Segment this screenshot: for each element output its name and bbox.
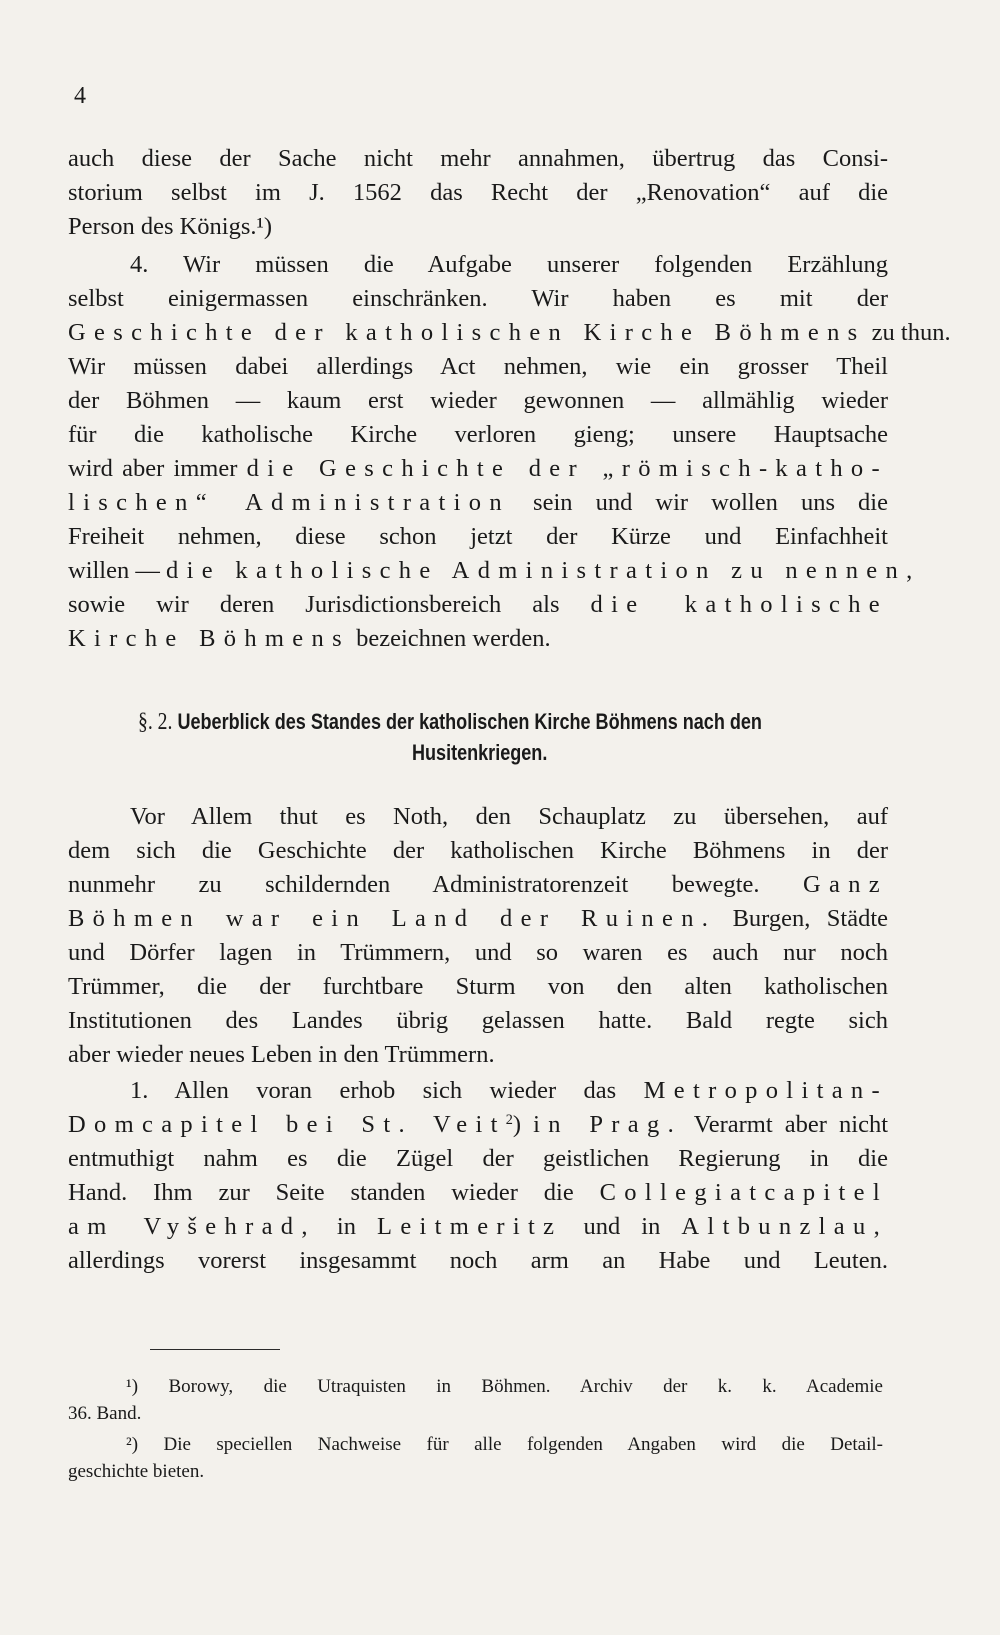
text-line: und Dörfer lagen in Trümmern, und so waren es auch nur noch [68,939,888,966]
spaced-emphasis: Böhmen war ein Land der Ruinen. [68,905,717,932]
spaced-emphasis: die katholische Administration zu nennen, [166,557,921,584]
text-span: Burgen, Städte [732,905,888,932]
page-number: 4 [74,83,86,109]
text-line: entmuthigt nahm es die Zügel der geistlichen Regierung in die [68,1145,888,1172]
text-line [68,622,888,656]
footnote-divider [150,1349,280,1350]
spaced-emphasis: Leitmeritz [377,1213,563,1240]
spaced-emphasis: lischen“ Administration [68,489,510,516]
text-line: der Böhmen — kaum erst wieder gewonnen — allmählig wieder [68,387,888,414]
text-line [68,1108,888,1142]
spaced-emphasis: Kirche Böhmens [68,625,350,652]
spaced-emphasis: in Prag. [533,1111,683,1138]
footnote-line: geschichte bieten. [68,1461,205,1482]
text-span: in [336,1213,356,1240]
spaced-emphasis: Ganz [802,871,888,898]
text-line: Wir müssen dabei allerdings Act nehmen, wie ein grosser Theil [68,353,888,380]
section-heading-continued: Husitenkriegen. [412,740,548,765]
text-span: zu thun. [871,319,951,346]
footnote-mark: ¹) [126,1376,139,1397]
text-line: allerdings vorerst insgesammt noch arm an Habe und Leuten. [68,1247,888,1274]
text-line: aber wieder neues Leben in den Trümmern. [68,1041,495,1068]
text-span: bezeichnen werden. [356,625,551,652]
text-line: Freiheit nehmen, diese schon jetzt der Kürze und Einfachheit [68,523,888,550]
footnote-ref: ¹) [256,213,273,240]
text-span: Hand. Ihm zur Seite standen wieder die [68,1179,574,1206]
text-line: Vor Allem thut es Noth, den Schauplatz zu übersehen, auf [130,803,888,830]
text-span: 1. Allen voran erhob sich wieder das [130,1077,617,1104]
text-span: Die speciellen Nachweise für alle folgenden Angaben wird die Detail- [163,1434,884,1455]
footnote-line [126,1432,883,1458]
text-line [68,486,888,520]
section-number: §. 2. [138,709,173,735]
text-line [130,1074,888,1108]
text-span: Verarmt aber nicht [693,1111,889,1138]
footnote-mark: ²) [126,1434,139,1455]
text-line: auch diese der Sache nicht mehr annahmen, übertrug das Consi- [68,145,888,172]
text-span: nunmehr zu schildernden Administratorenzeit bewegte. [68,871,760,898]
text-line [68,316,951,350]
text-span: wird aber immer [68,455,238,482]
text-span: und in [583,1213,661,1240]
section-title: Ueberblick des Standes der katholischen Kirche Böhmens nach den [177,709,762,734]
text-line [68,868,888,902]
text-line [68,452,888,486]
spaced-emphasis: Domcapitel bei St. Veit [68,1111,506,1138]
text-line: dem sich die Geschichte der katholischen Kirche Böhmens in der [68,837,888,864]
text-line: selbst einigermassen einschränken. Wir haben es mit der [68,285,888,312]
text-span: sowie wir deren Jurisdictionsbereich als [68,591,560,618]
text-line [68,210,888,244]
text-line: für die katholische Kirche verloren gieng; unsere Hauptsache [68,421,888,448]
footnote-line: 36. Band. [68,1403,142,1424]
text-line: Institutionen des Landes übrig gelassen hatte. Bald regte sich [68,1007,888,1034]
text-line [68,1210,888,1244]
spaced-emphasis: Altbunzlau, [681,1213,889,1240]
text-line [68,1176,888,1210]
spaced-emphasis: die Geschichte der „römisch-katho- [246,455,889,482]
spaced-emphasis: Geschichte der katholischen Kirche Böhmens [68,319,866,346]
text-span: sein und wir wollen uns die [533,489,888,516]
text-line [68,588,888,622]
text-line: storium selbst im J. 1562 das Recht der „Renovation“ auf die [68,179,888,206]
text-span: Borowy, die Utraquisten in Böhmen. Archiv der k. k. Academie [168,1376,883,1397]
text-line: Trümmer, die der furchtbare Sturm von den alten katholischen [68,973,888,1000]
spaced-emphasis: Metropolitan- [643,1077,888,1104]
footnote-line [126,1374,883,1400]
text-span: willen — [68,557,160,584]
footnote-ref: 2 [505,1112,513,1129]
spaced-emphasis: Collegiatcapitel [599,1179,889,1206]
text-span: ) [512,1111,522,1138]
text-span: Person des Königs. [68,213,257,240]
text-line [68,902,888,936]
text-line: 4. Wir müssen die Aufgabe unserer folgenden Erzählung [130,251,888,278]
section-heading [138,707,762,737]
text-line [68,554,921,588]
spaced-emphasis: die katholische [590,591,888,618]
spaced-emphasis: am Vyšehrad, [68,1213,316,1240]
